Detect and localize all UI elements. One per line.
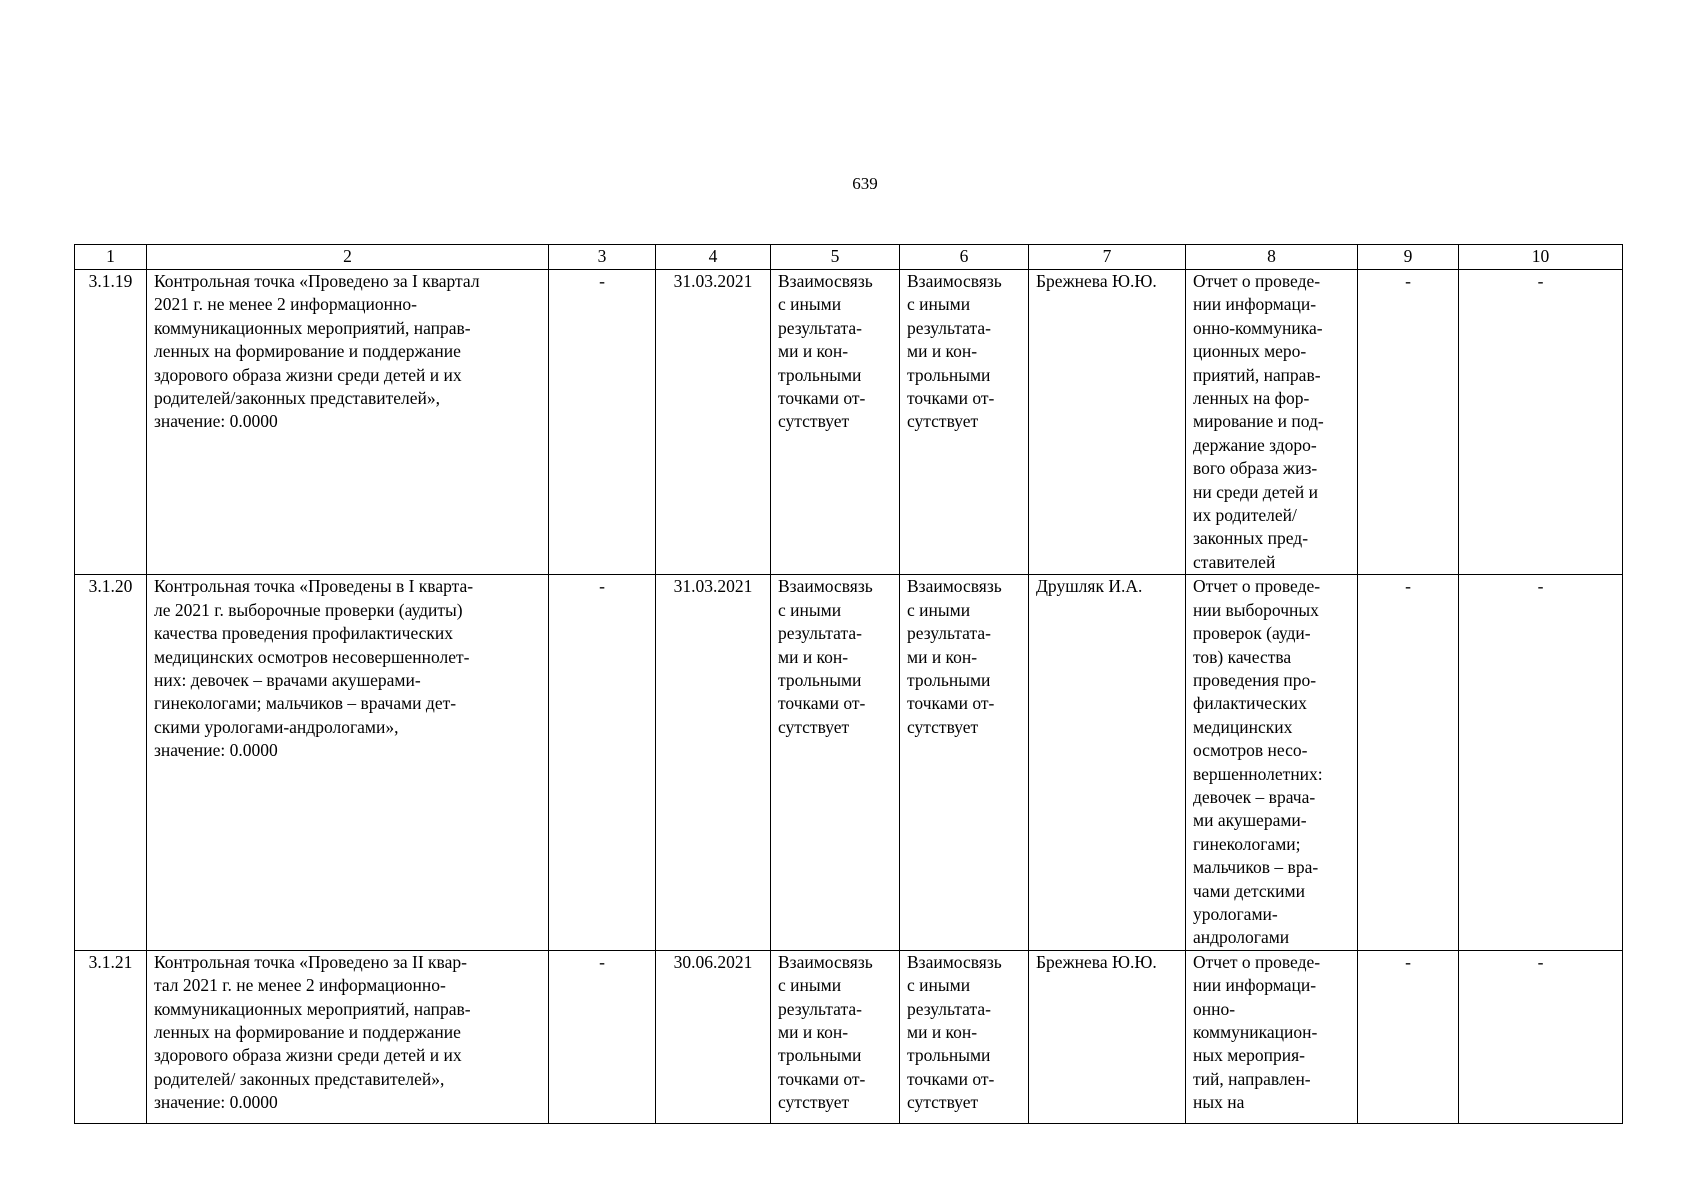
text-line: ленных на формирование и поддержание — [154, 1022, 461, 1042]
text-line: трольными — [907, 1045, 991, 1066]
text-line: них: девочек – врачами акушерами- — [154, 669, 421, 690]
text-line: тов) качества — [1193, 646, 1292, 667]
relation-note-col5 — [771, 270, 900, 575]
column-9-value: - — [1358, 270, 1459, 575]
relation-note-col5 — [771, 950, 900, 1123]
column-9-value: - — [1358, 575, 1459, 951]
text-line: гинекологами; мальчиков – врачами дет- — [154, 693, 457, 714]
completion-date: 30.06.2021 — [656, 950, 771, 1123]
text-line: девочек – врача- — [1193, 786, 1316, 807]
text-line: коммуникационных мероприятий, направ- — [154, 317, 471, 338]
relation-note-col6 — [900, 270, 1029, 575]
text-line: нии информаци- — [1193, 294, 1317, 315]
control-point-description — [147, 575, 549, 951]
text-line: медицинских осмотров несовершеннолет- — [154, 646, 470, 667]
text-line: ми и кон- — [778, 1022, 849, 1042]
text-line: медицинских — [1193, 716, 1293, 737]
text-line: ных мероприя- — [1193, 1045, 1305, 1066]
text-line: ных на — [1193, 1092, 1245, 1113]
text-line: Взаимосвязь — [778, 951, 873, 972]
row-number: 3.1.19 — [75, 270, 147, 575]
text-line: с иными — [778, 294, 842, 315]
relation-note-col5 — [771, 575, 900, 951]
text-line: ми и кон- — [778, 646, 849, 667]
text-line: ми и кон- — [778, 341, 849, 362]
completion-date: 31.03.2021 — [656, 270, 771, 575]
text-line: чами детскими — [1193, 880, 1305, 901]
text-line: ленных на фор- — [1193, 388, 1310, 409]
column-header: 7 — [1029, 245, 1186, 270]
text-line: значение: 0.0000 — [154, 411, 278, 432]
text-line: онно-коммуника- — [1193, 317, 1323, 338]
text-line: Отчет о проведе- — [1193, 951, 1321, 972]
row-number: 3.1.20 — [75, 575, 147, 951]
text-line: Взаимосвязь — [778, 576, 873, 597]
text-line: ми и кон- — [907, 646, 978, 667]
text-line: с иными — [778, 975, 842, 996]
column-header: 9 — [1358, 245, 1459, 270]
text-line: коммуникацион- — [1193, 1022, 1318, 1042]
text-line: онно- — [1193, 998, 1236, 1019]
text-line: точками от- — [907, 388, 995, 409]
text-line: результата- — [907, 317, 991, 338]
text-line: сутствует — [778, 716, 850, 737]
completion-date: 31.03.2021 — [656, 575, 771, 951]
text-line: трольными — [778, 1045, 862, 1066]
text-line: здорового образа жизни среди детей и их — [154, 1045, 462, 1066]
relation-note-col6 — [900, 950, 1029, 1123]
column-header: 8 — [1186, 245, 1358, 270]
text-line: точками от- — [778, 388, 866, 409]
text-line: законных пред- — [1193, 528, 1309, 549]
text-line: ми акушерами- — [1193, 810, 1307, 831]
text-line: значение: 0.0000 — [154, 740, 278, 761]
column-number-header-row — [75, 245, 1623, 270]
column-header: 1 — [75, 245, 147, 270]
text-line: точками от- — [907, 1068, 995, 1089]
text-line: результата- — [907, 998, 991, 1019]
table-row — [75, 270, 1623, 575]
text-line: тий, направлен- — [1193, 1068, 1311, 1089]
column-3-value: - — [549, 270, 656, 575]
text-line: результата- — [778, 998, 862, 1019]
text-line: здорового образа жизни среди детей и их — [154, 364, 462, 385]
text-line: с иными — [907, 975, 971, 996]
column-10-value: - — [1459, 950, 1623, 1123]
text-line: коммуникационных мероприятий, направ- — [154, 998, 471, 1019]
text-line: с иными — [907, 599, 971, 620]
text-line: трольными — [907, 364, 991, 385]
column-header: 5 — [771, 245, 900, 270]
responsible-person: Брежнева Ю.Ю. — [1029, 950, 1186, 1123]
control-point-description — [147, 270, 549, 575]
text-line: трольными — [907, 669, 991, 690]
text-line: Взаимосвязь — [907, 576, 1002, 597]
control-points-table — [74, 244, 1623, 1124]
text-line: с иными — [907, 294, 971, 315]
text-line: трольными — [778, 669, 862, 690]
report-type — [1186, 950, 1358, 1123]
column-header: 10 — [1459, 245, 1623, 270]
text-line: сутствует — [907, 716, 979, 737]
text-line: вершеннолетних: — [1193, 763, 1323, 784]
column-header: 3 — [549, 245, 656, 270]
relation-note-col6 — [900, 575, 1029, 951]
control-point-description — [147, 950, 549, 1123]
column-10-value: - — [1459, 575, 1623, 951]
text-line: андрологами — [1193, 927, 1290, 948]
text-line: с иными — [778, 599, 842, 620]
text-line: проверок (ауди- — [1193, 623, 1311, 644]
column-header: 2 — [147, 245, 549, 270]
responsible-person: Брежнева Ю.Ю. — [1029, 270, 1186, 575]
text-line: филактических — [1193, 693, 1307, 714]
column-9-value: - — [1358, 950, 1459, 1123]
column-header: 4 — [656, 245, 771, 270]
text-line: ционных меро- — [1193, 341, 1307, 362]
report-type — [1186, 270, 1358, 575]
text-line: точками от- — [907, 693, 995, 714]
text-line: ставителей — [1193, 551, 1276, 572]
text-line: проведения про- — [1193, 669, 1317, 690]
column-header: 6 — [900, 245, 1029, 270]
column-3-value: - — [549, 950, 656, 1123]
text-line: результата- — [778, 623, 862, 644]
text-line: нии информаци- — [1193, 975, 1317, 996]
text-line: родителей/ законных представителей», — [154, 1068, 445, 1089]
text-line: урологами- — [1193, 903, 1278, 924]
text-line: Контрольная точка «Проведено за II квар- — [154, 951, 467, 972]
text-line: их родителей/ — [1193, 505, 1297, 526]
row-number: 3.1.21 — [75, 950, 147, 1123]
text-line: тал 2021 г. не менее 2 информационно- — [154, 975, 446, 996]
text-line: точками от- — [778, 1068, 866, 1089]
text-line: Взаимосвязь — [907, 951, 1002, 972]
text-line: родителей/законных представителей», — [154, 388, 441, 409]
text-line: мальчиков – вра- — [1193, 857, 1319, 878]
text-line: ни среди детей и — [1193, 481, 1318, 502]
text-line: Отчет о проведе- — [1193, 271, 1321, 291]
text-line: нии выборочных — [1193, 599, 1319, 620]
text-line: ле 2021 г. выборочные проверки (аудиты) — [154, 599, 463, 620]
column-3-value: - — [549, 575, 656, 951]
text-line: гинекологами; — [1193, 833, 1301, 854]
text-line: ленных на формирование и поддержание — [154, 341, 461, 362]
text-line: сутствует — [778, 1092, 850, 1113]
text-line: точками от- — [778, 693, 866, 714]
page-number: 639 — [852, 174, 878, 193]
text-line: Контрольная точка «Проведены в I кварта- — [154, 576, 474, 597]
text-line: мирование и под- — [1193, 411, 1324, 432]
text-line: трольными — [778, 364, 862, 385]
responsible-person: Друшляк И.А. — [1029, 575, 1186, 951]
text-line: результата- — [778, 317, 862, 338]
text-line: сутствует — [907, 411, 979, 432]
column-10-value: - — [1459, 270, 1623, 575]
text-line: Взаимосвязь — [778, 271, 873, 291]
text-line: значение: 0.0000 — [154, 1092, 278, 1113]
table-row — [75, 575, 1623, 951]
text-line: 2021 г. не менее 2 информационно- — [154, 294, 417, 315]
text-line: Взаимосвязь — [907, 271, 1002, 291]
text-line: скими урологами-андрологами», — [154, 716, 399, 737]
report-type — [1186, 575, 1358, 951]
text-line: вого образа жиз- — [1193, 458, 1318, 479]
text-line: Отчет о проведе- — [1193, 576, 1321, 597]
text-line: ми и кон- — [907, 1022, 978, 1042]
table-row — [75, 950, 1623, 1123]
text-line: держание здоро- — [1193, 434, 1317, 455]
text-line: приятий, направ- — [1193, 364, 1321, 385]
text-line: ми и кон- — [907, 341, 978, 362]
text-line: сутствует — [778, 411, 850, 432]
text-line: результата- — [907, 623, 991, 644]
text-line: сутствует — [907, 1092, 979, 1113]
text-line: осмотров несо- — [1193, 740, 1308, 761]
text-line: качества проведения профилактических — [154, 623, 454, 644]
text-line: Контрольная точка «Проведено за I квартал — [154, 271, 480, 291]
